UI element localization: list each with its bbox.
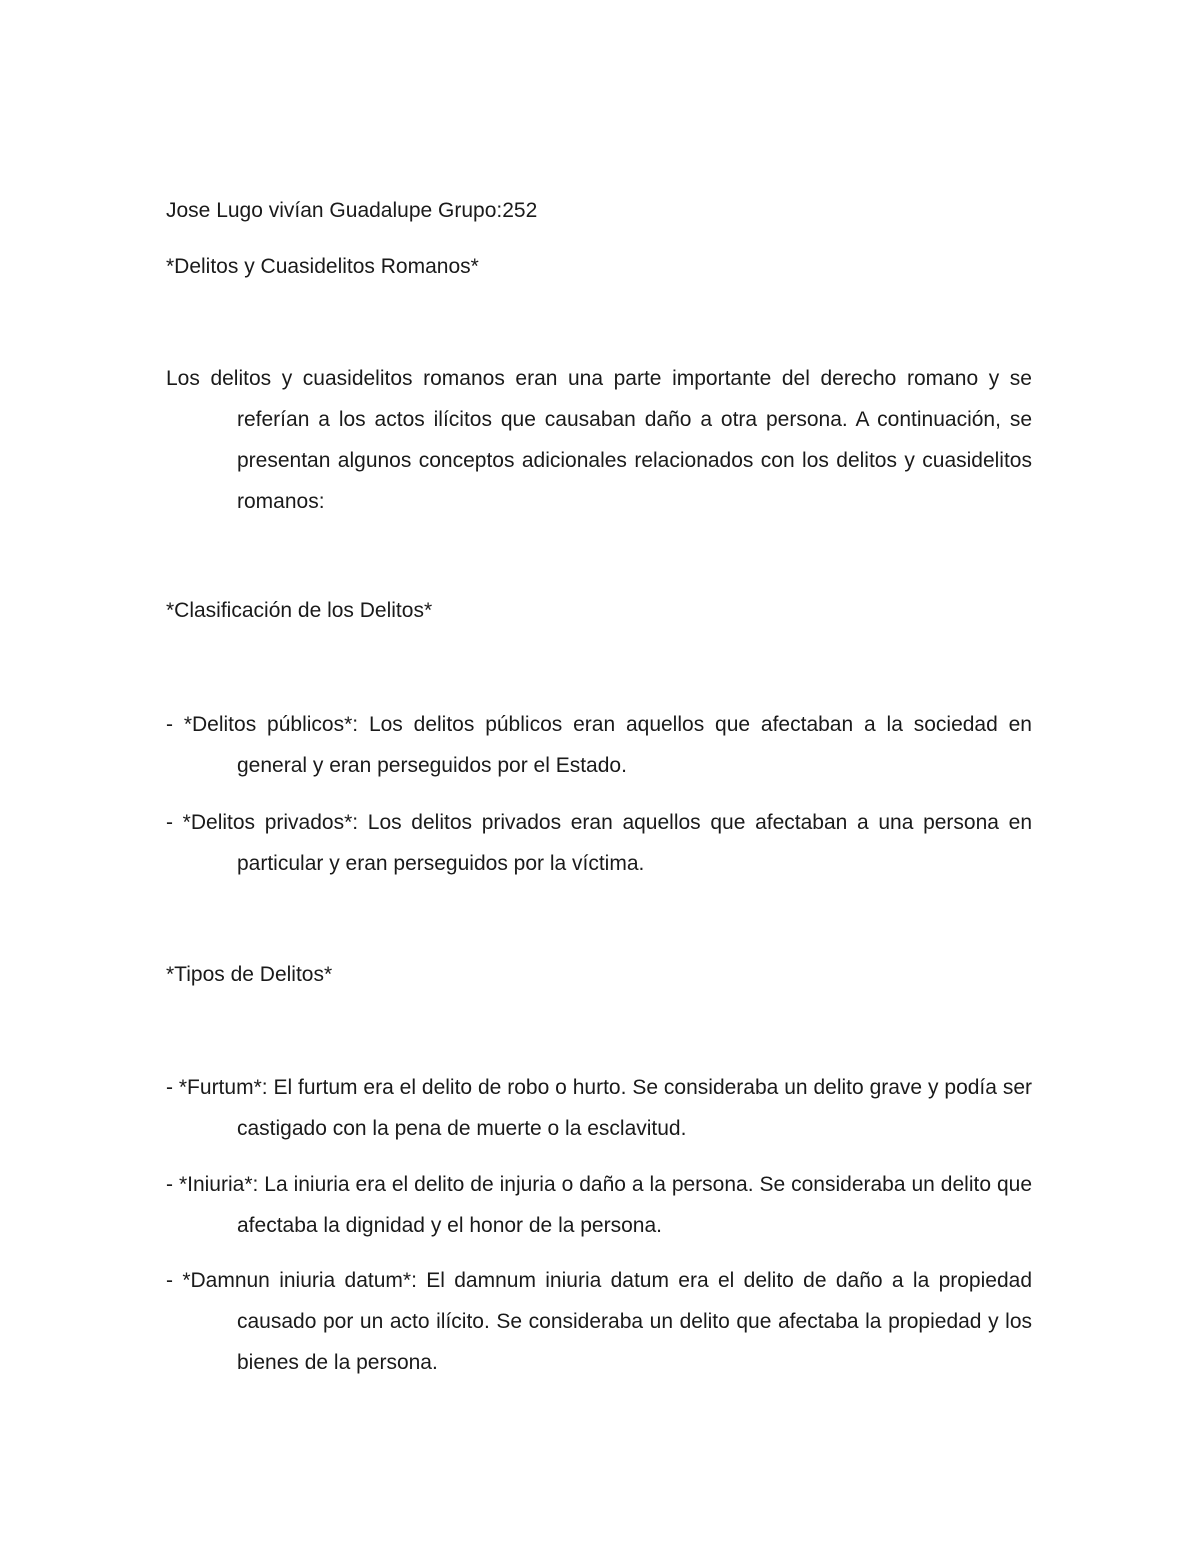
type-item-furtum: - *Furtum*: El furtum era el delito de robo o hurto. Se consideraba un delito grave y podía ser castigado con la pena de muerte o la esclavitud. — [166, 1076, 1032, 1140]
classification-heading: *Clasificación de los Delitos* — [166, 599, 433, 622]
document-title: *Delitos y Cuasidelitos Romanos* — [166, 255, 479, 278]
classification-item-private: - *Delitos privados*: Los delitos privados eran aquellos que afectaban a una persona en particular y eran perseguidos por la víctima. — [166, 811, 1032, 875]
type-item-damnum: - *Damnun iniuria datum*: El damnum iniuria datum era el delito de daño a la propiedad causado por un acto ilícito. Se consideraba un delito que afectaba la propiedad y los bienes de la persona. — [166, 1269, 1032, 1374]
classification-item-public: - *Delitos públicos*: Los delitos públicos eran aquellos que afectaban a la sociedad en general y eran perseguidos por el Estado. — [166, 713, 1032, 777]
author-group-line: Jose Lugo vivían Guadalupe Grupo:252 — [166, 199, 538, 222]
intro-paragraph: Los delitos y cuasidelitos romanos eran una parte importante del derecho romano y se referían a los actos ilícitos que causaban daño a otra persona. A continuación, se presentan algunos conceptos adicionales relacionados con los delitos y cuasidelitos romanos: — [166, 367, 1032, 513]
type-item-iniuria: - *Iniuria*: La iniuria era el delito de injuria o daño a la persona. Se consideraba un delito que afectaba la dignidad y el honor de la persona. — [166, 1173, 1032, 1237]
types-heading: *Tipos de Delitos* — [166, 963, 333, 986]
